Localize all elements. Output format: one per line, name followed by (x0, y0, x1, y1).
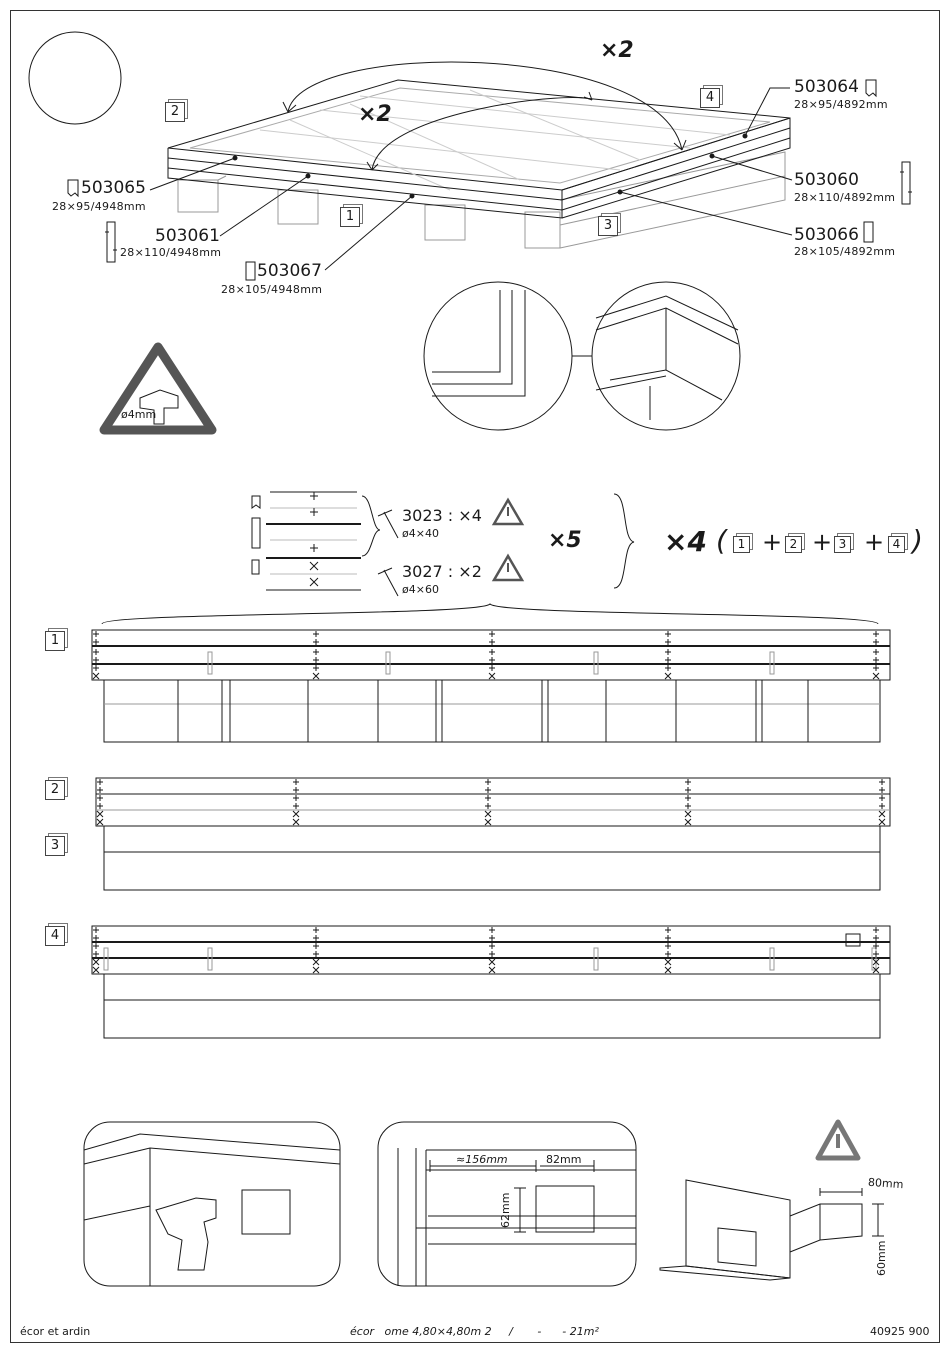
formula-close-paren: ) (912, 524, 923, 557)
formula-plus-2: + (812, 528, 833, 556)
formula-part-4: 4 (888, 536, 905, 553)
screw-schedule (102, 492, 878, 624)
footer-center: écor ome 4,80×4,80m 2 / - - 21m² (350, 1325, 599, 1338)
part-number-3: 3 (598, 216, 618, 236)
cutout-offset-dim: ≈156mm (456, 1153, 508, 1166)
multiplier-outer: ×2 (600, 38, 634, 63)
part-dim-503064: 28×95/4892mm (794, 98, 888, 111)
part-code-503061: 503061 (155, 226, 220, 246)
formula-part-2: 2 (785, 536, 802, 553)
cutout-width-dim: 82mm (546, 1153, 582, 1166)
elevation-2-3 (96, 778, 890, 890)
corner-circle (29, 32, 121, 124)
mailbox-slot-drawing (660, 1122, 884, 1280)
multiplier-screws: ×5 (548, 528, 582, 553)
cutout-height-dim: 62mm (499, 1192, 512, 1228)
corner-detail-circles (424, 282, 740, 430)
elevation-label-2: 2 (45, 780, 65, 800)
part-code-503066: 503066 (794, 225, 859, 245)
formula-plus-1: + (762, 528, 783, 556)
elevation-label-3: 3 (45, 836, 65, 856)
drill-hole-panel (84, 1122, 340, 1286)
formula-part-1: 1 (733, 536, 750, 553)
part-number-4: 4 (700, 88, 720, 108)
mailbox-width-dim: 80mm (867, 1175, 904, 1192)
elevation-label-1: 1 (45, 631, 65, 651)
part-dim-503060: 28×110/4892mm (794, 191, 896, 204)
part-code-503064: 503064 (794, 77, 859, 97)
screw-3023-size: ø4×40 (402, 527, 439, 540)
part-dim-503061: 28×110/4948mm (120, 246, 222, 259)
elevation-1 (92, 630, 890, 742)
formula-open-paren: ( (716, 524, 727, 557)
multiplier-inner: ×2 (358, 102, 392, 127)
part-number-2: 2 (165, 102, 185, 122)
part-dim-503065: 28×95/4948mm (52, 200, 146, 213)
footer-right: 40925 900 (870, 1325, 930, 1338)
drill-size-label: ø4mm (121, 408, 157, 421)
screw-3027-size: ø4×60 (402, 583, 439, 596)
footer-left: écor et ardin (20, 1325, 91, 1338)
formula-part-3: 3 (834, 536, 851, 553)
mailbox-height-dim: 60mm (875, 1240, 888, 1276)
screw-3023-label: 3023 : ×4 (402, 506, 482, 525)
part-number-1: 1 (340, 207, 360, 227)
screw-3027-label: 3027 : ×2 (402, 562, 482, 581)
part-code-503067: 503067 (257, 261, 322, 281)
part-code-503065: 503065 (81, 178, 146, 198)
multiplier-groups: ×4 (664, 525, 707, 558)
formula-plus-3: + (864, 528, 885, 556)
part-code-503060: 503060 (794, 170, 859, 190)
part-dim-503067: 28×105/4948mm (221, 283, 323, 296)
elevation-label-4: 4 (45, 926, 65, 946)
elevation-4 (92, 926, 890, 1038)
part-dim-503066: 28×105/4892mm (794, 245, 896, 258)
screw-marks (93, 631, 885, 973)
